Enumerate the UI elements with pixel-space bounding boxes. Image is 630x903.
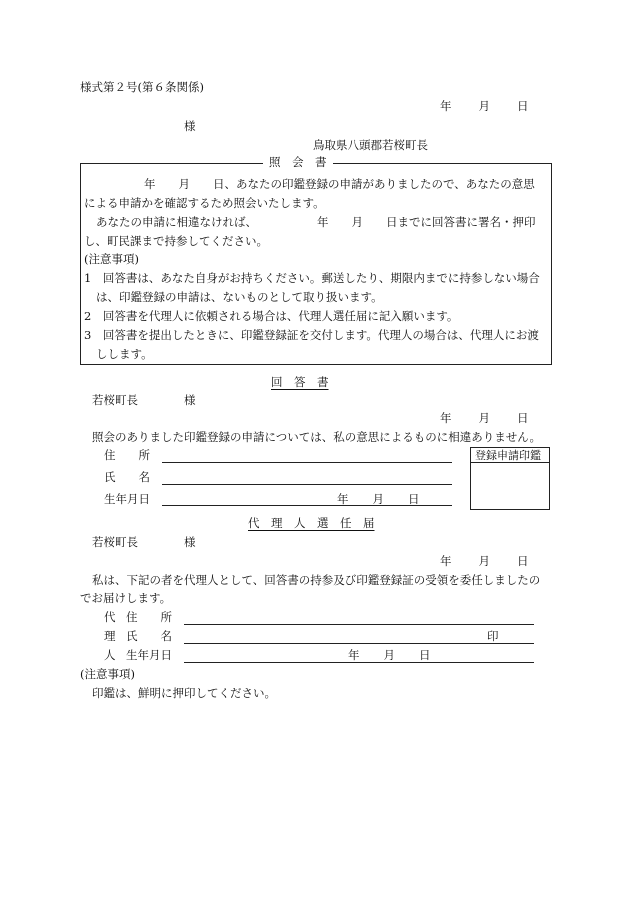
inquiry-para1-line2: による申請かを確認するため照会いたします。 [84, 196, 325, 210]
reply-birth-line[interactable] [162, 505, 452, 506]
proxy-title: 代 理 人 選 任 届 [248, 516, 375, 530]
reply-addressee: 若桜町長 [92, 393, 138, 407]
proxy-addressee-suffix: 様 [184, 535, 196, 549]
proxy-birth-line[interactable] [184, 662, 534, 663]
proxy-birth-month: 月 [383, 648, 395, 662]
proxy-name-line[interactable] [184, 643, 534, 644]
inquiry-para2-line1a: あなたの申請に相違なければ、 [96, 215, 257, 229]
proxy-statement-line2: でお届けします。 [80, 591, 172, 605]
reply-date [440, 413, 529, 425]
reply-address-line[interactable] [162, 462, 452, 463]
proxy-side-label-1: 代 [104, 610, 116, 624]
reply-addressee-suffix: 様 [184, 393, 196, 407]
proxy-addressee: 若桜町長 [92, 535, 138, 549]
proxy-notes-title: (注意事項) [80, 667, 135, 681]
proxy-birth-date [348, 650, 431, 662]
proxy-address-line[interactable] [184, 624, 534, 625]
proxy-date-day: 日 [517, 554, 529, 568]
proxy-date-year: 年 [440, 554, 452, 568]
date-day: 日 [517, 99, 529, 113]
issuer-name: 鳥取県八頭郡若桜町長 [313, 138, 428, 152]
proxy-seal-mark: 印 [487, 629, 499, 643]
reply-statement: 照会のありました印鑑登録の申請については、私の意思によるものに相違ありません。 [92, 430, 541, 444]
date-year: 年 [440, 99, 452, 113]
inquiry-note2: 2 回答書を代理人に依頼される場合は、代理人選任届に記入願います。 [84, 309, 459, 323]
proxy-date [440, 556, 529, 568]
inquiry-note3-line1: 3 回答書を提出したときに、印鑑登録証を交付します。代理人の場合は、代理人にお渡 [84, 328, 539, 342]
proxy-birth-label: 生年月日 [126, 648, 172, 662]
proxy-birth-year: 年 [348, 648, 360, 662]
inquiry-notes-title: (注意事項) [84, 252, 139, 266]
inquiry-note3-line2: しします。 [96, 347, 153, 361]
inquiry-note1-line2: は、印鑑登録の申請は、ないものとして取り扱います。 [96, 290, 383, 304]
reply-date-month: 月 [478, 411, 490, 425]
date-month: 月 [478, 99, 490, 113]
form-number: 様式第２号(第６条関係) [80, 80, 204, 94]
inquiry-para1-line1: 年 月 日、あなたの印鑑登録の申請がありましたので、あなたの意思 [144, 177, 535, 191]
inquiry-title: 照 会 書 [263, 157, 333, 169]
proxy-name-label: 氏 名 [126, 629, 172, 643]
seal-box-label: 登録申請印鑑 [475, 449, 541, 462]
inquiry-note1-line1: 1 回答書は、あなた自身がお持ちください。郵送したり、期限内までに持参しない場合 [84, 271, 540, 285]
proxy-birth-day: 日 [419, 648, 431, 662]
reply-birth-year: 年 [337, 492, 349, 506]
seal-box-divider [470, 462, 549, 463]
proxy-date-month: 月 [478, 554, 490, 568]
addressee-suffix: 様 [184, 119, 196, 133]
reply-birth-date [337, 494, 420, 506]
reply-date-year: 年 [440, 411, 452, 425]
reply-birth-label: 生年月日 [104, 492, 150, 506]
reply-address-label: 住 所 [104, 448, 150, 462]
inquiry-para2-line1b: 年 月 日までに回答書に署名・押印 [317, 215, 536, 229]
reply-birth-day: 日 [408, 492, 420, 506]
proxy-side-label-3: 人 [104, 648, 116, 662]
proxy-side-label-2: 理 [104, 629, 116, 643]
proxy-address-label: 住 所 [126, 610, 172, 624]
reply-birth-month: 月 [372, 492, 384, 506]
proxy-statement-line1: 私は、下記の者を代理人として、回答書の持参及び印鑑登録証の受領を委任しましたの [92, 573, 541, 587]
reply-title: 回 答 書 [271, 375, 329, 389]
inquiry-para2-line2: し、町民課まで持参してください。 [84, 234, 268, 248]
proxy-note: 印鑑は、鮮明に押印してください。 [92, 686, 276, 700]
header-date [440, 101, 529, 113]
reply-name-line[interactable] [162, 484, 452, 485]
reply-date-day: 日 [517, 411, 529, 425]
reply-name-label: 氏 名 [104, 470, 150, 484]
